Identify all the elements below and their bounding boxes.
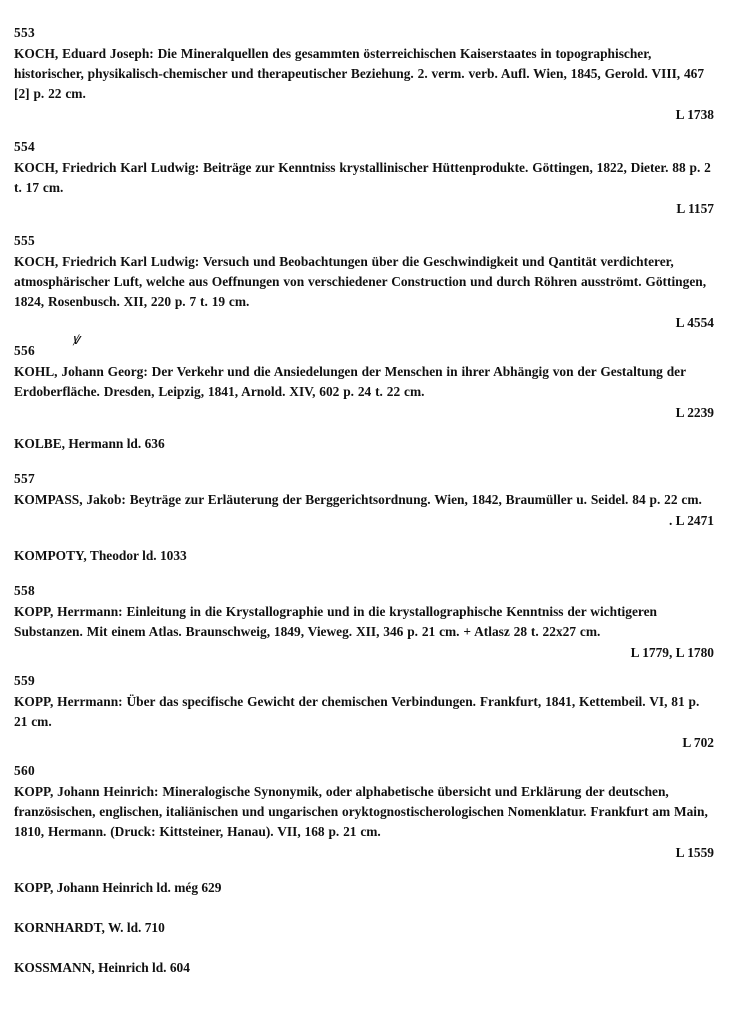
entry-text: KOCH, Friedrich Karl Ludwig: Versuch und Beobachtungen über die Geschwindigkeit und Qantität verdichterer, atmosphärischer Luft, welche aus Oeffnungen von verschiedener Construction und durch Röhren ausströmt. Göttingen, 1824, Rosenbusch. XII, 220 p. 7 t. 19 cm. — [14, 254, 707, 309]
entry-ref: L 1157 — [676, 201, 714, 216]
entry-text: KOCH, Eduard Joseph: Die Mineralquellen des gesammten österreichischen Kaiserstaates in topographischer, historischer, physikalisch-chemischer und therapeutischer Beziehung. 2. verm. verb. Aufl. Wien, 1845, Gerold. VIII, 467 [2] p. 22 cm. — [14, 46, 705, 101]
entry-number: 559 — [14, 673, 35, 688]
entry-text: KOHL, Johann Georg: Der Verkehr und die Ansiedelungen der Menschen in ihrer Abhängig von der Gestaltung der Erdoberfläche. Dresden, Leipzig, 1841, Arnold. XIV, 602 p. 24 t. 22 cm. — [14, 364, 686, 399]
entry-ref: L 1738 — [675, 107, 714, 122]
catalog-entry-559 — [14, 670, 716, 754]
catalog-entry-558 — [14, 580, 716, 664]
catalog-entry-556 — [14, 330, 716, 424]
cross-reference: KOLBE, Hermann ld. 636 — [14, 436, 165, 451]
entry-number: 553 — [14, 25, 35, 40]
cross-reference: KOPP, Johann Heinrich ld. még 629 — [14, 880, 222, 895]
entry-number: 560 — [14, 763, 35, 778]
cross-reference: KOSSMANN, Heinrich ld. 604 — [14, 960, 190, 975]
entry-text: KOPP, Johann Heinrich: Mineralogische Synonymik, oder alphabetische übersicht und Erklärung der deutschen, französischen, englischen, italiänischen und ungarischen oryktognostischerologischen Nomenklatur. Frankfurt am Main, 1810, Hermann. (Druck: Kittsteiner, Hanau). VII, 168 p. 21 cm. — [14, 784, 708, 839]
catalog-entry-557 — [14, 468, 716, 532]
entry-ref: L 1779, L 1780 — [630, 645, 714, 660]
entry-number — [14, 330, 716, 362]
cross-reference: KORNHARDT, W. ld. 710 — [14, 920, 165, 935]
catalog-entry-560 — [14, 760, 716, 864]
entry-ref: L 4554 — [675, 315, 714, 330]
catalog-page — [14, 22, 716, 978]
catalog-entry-554 — [14, 136, 716, 220]
handwritten-mark: ꝟ — [72, 330, 80, 348]
catalog-entry-555 — [14, 230, 716, 334]
entry-number: 558 — [14, 583, 35, 598]
entry-text: KOMPASS, Jakob: Beyträge zur Erläuterung der Berggerichtsordnung. Wien, 1842, Braumüller u. Seidel. 84 p. 22 cm. — [14, 492, 702, 507]
entry-number: 555 — [14, 233, 35, 248]
entry-ref: L 702 — [682, 735, 714, 750]
entry-number-value: 556 — [14, 343, 35, 358]
entry-number: 554 — [14, 139, 35, 154]
entry-text: KOPP, Herrmann: Einleitung in die Krystallographie und in die krystallographische Kenntniss der wichtigeren Substanzen. Mit einem Atlas. Braunschweig, 1849, Vieweg. XII, 346 p. 21 cm. + Atlasz 28 t. 22x27 cm. — [14, 604, 657, 639]
entry-text: KOPP, Herrmann: Über das specifische Gewicht der chemischen Verbindungen. Frankfurt, 1841, Kettembeil. VI, 81 p. 21 cm. — [14, 694, 700, 729]
catalog-entry-553 — [14, 22, 716, 126]
cross-reference: KOMPOTY, Theodor ld. 1033 — [14, 548, 187, 563]
entry-ref: L 2239 — [675, 405, 714, 420]
entry-number: 557 — [14, 471, 35, 486]
entry-text: KOCH, Friedrich Karl Ludwig: Beiträge zur Kenntniss krystallinischer Hüttenprodukte. Göttingen, 1822, Dieter. 88 p. 2 t. 17 cm. — [14, 160, 711, 195]
entry-ref: L 1559 — [675, 845, 714, 860]
entry-ref: . L 2471 — [668, 513, 714, 528]
